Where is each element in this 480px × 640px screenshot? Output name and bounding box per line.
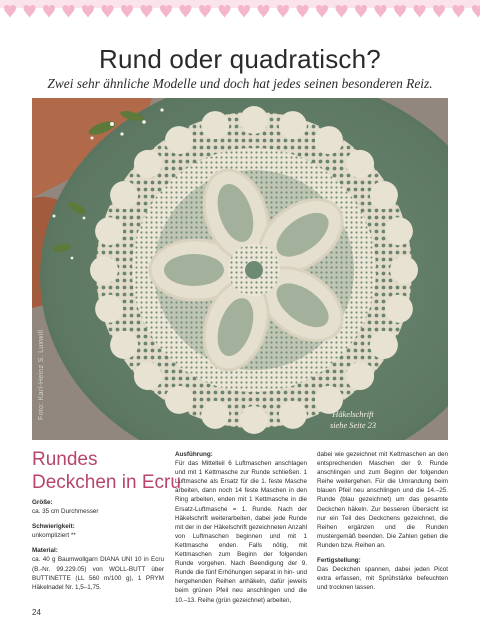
difficulty-label: Schwierigkeit: [32, 523, 75, 531]
article-title-line1: Rundes [32, 449, 98, 470]
execution-label: Ausführung: [175, 451, 213, 458]
page-subhead: Zwei sehr ähnliche Modelle und doch hat jedes seinen besonderen Reiz. [47, 76, 433, 91]
page-headline: Rund oder quadratisch? [99, 44, 381, 74]
article-title-line2: Deckchen in Ecru [32, 472, 181, 493]
execution-text-continued: dabei wie gezeichnet mit Kettmaschen an den entsprechenden Maschen der 9. Runde anschlingen und zum Beginn der folgenden Reihe weitergehen. Für die Umrandung beim blauen Pfeil neu anschlingen und die 14.–25. Runde (blau gezeichnet) um das gesamte Deckchen häkeln. Zur besseren Übersicht ist nur ein Teil des Deckchens gezeichnet, die Reihen ergänzen und die Runden mustergemäß beenden. Die Zahlen geben die Runden bzw. Reihen an. [317, 451, 448, 549]
specs-column [32, 498, 164, 598]
size-label: Größe: [32, 499, 53, 506]
execution-text: Für das Mittelteil 6 Luftmaschen anschlagen und mit 1 Kettmasche zur Runde schließen. 1 Luftmasche als Ersatz für die 1. feste Masche arbeiten, dann noch 14 feste Maschen in den Ring arbeiten, enden mit 1 Kettmasche in die Ersatz-Luftmasche = 1. Runde. Nach der Häkelschrift weiterarbeiten, dabei jede Runde mit der in der Häkelschrift gezeichneten Anzahl von Luftmaschen beginnen und mit 1 Kettmasche enden. Falls nötig, mit Kettmaschen zum Beginn der folgenden Runde vorgehen. Nach Beendigung der 9. Runde die fünf Erhöhungen separat in hin- und hergehenden Reihen anhäkeln, dafür jeweils beim grünen Pfeil neu anschlingen und die 10.–13. Reihe (grün gezeichnet) arbeiten, [175, 460, 307, 604]
difficulty-value: unkompliziert ** [32, 532, 76, 540]
material-block [32, 546, 164, 591]
material-value: ca. 40 g Baumwollgarn DIANA UNI 10 in Ecru (B.-Nr. 99.229.05) von WOLL-BUTT über BUTTINETTE (LL 560 m/100 g), 1 PRYM Häkelnadel Nr. 1,5–1,75. [32, 556, 164, 591]
photo-caption-line2: siehe Seite 23 [329, 420, 377, 430]
size-block [32, 498, 164, 516]
finishing-text: Das Deckchen spannen, dabei jeden Picot extra erfassen, mit Sprühstärke befeuchten und trocknen lassen. [317, 566, 448, 592]
decorative-heart-border [0, 0, 480, 26]
photo-caption-line1: Häkelschrift [332, 410, 374, 419]
doily-photo [32, 98, 448, 440]
difficulty-block [32, 522, 164, 540]
article-title [32, 448, 181, 494]
instructions-column-2 [317, 450, 448, 592]
size-value: ca. 35 cm Durchmesser [32, 508, 99, 516]
heart-icon [472, 5, 480, 18]
page-number: 24 [32, 608, 41, 617]
photo-caption [316, 410, 390, 431]
photo-credit: Foto: Karl-Heinz S. Luxwill [38, 329, 45, 420]
instructions-column-1 [175, 450, 307, 605]
finishing-label: Fertigstellung: [317, 557, 361, 565]
material-label: Material: [32, 547, 58, 555]
